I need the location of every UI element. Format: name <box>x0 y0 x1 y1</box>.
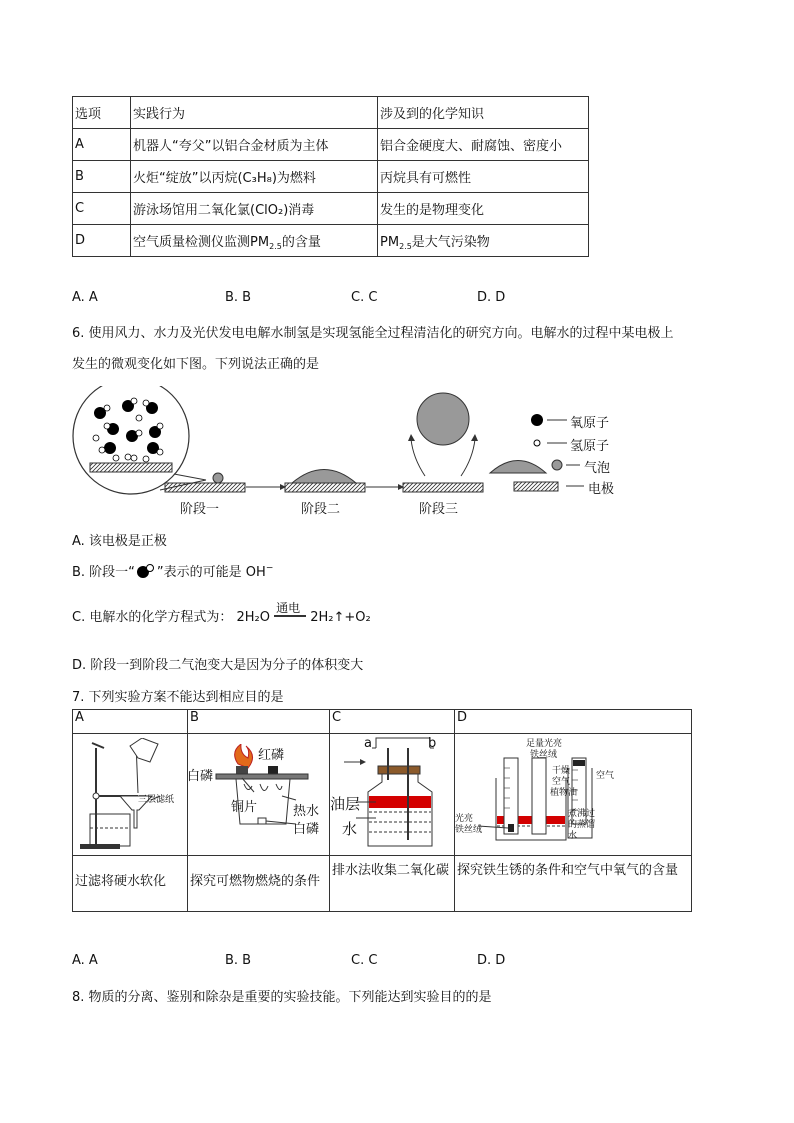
iron-label-2: 铁丝绒 <box>530 750 558 760</box>
header-cell: 实践行为 <box>131 97 378 129</box>
table-cell: 丙烷具有可燃性 <box>378 161 589 193</box>
escape-arrow-right <box>461 439 475 476</box>
oil-layer <box>369 796 431 808</box>
electrode-stage1 <box>165 483 245 492</box>
question6-line2: 发生的微观变化如下图。下列说法正确的是 <box>72 357 320 372</box>
table-row <box>73 161 589 193</box>
formula-sub: 2.5 <box>269 241 282 251</box>
stage3-label: 阶段三 <box>419 502 459 517</box>
tube-b-label: b <box>428 736 437 751</box>
header-cell: 选项 <box>73 97 131 129</box>
desc-cell: 探究可燃物燃烧的条件 <box>188 856 330 912</box>
oil-label-d: 植物油 <box>550 788 578 798</box>
description-row <box>73 856 692 912</box>
header-cell: B <box>188 710 330 734</box>
header-cell: A <box>73 710 188 734</box>
white-phosphorus-label-2: 白磷 <box>293 822 320 837</box>
tube-a-label: a <box>364 736 372 751</box>
legend-oxygen-label: 氧原子 <box>570 416 610 431</box>
boiled-label-2: 的蒸馏 <box>568 820 596 830</box>
q6-option-d[interactable]: D. 阶段一到阶段二气泡变大是因为分子的体积变大 <box>72 658 364 673</box>
option-c[interactable]: C. C <box>351 290 378 305</box>
formula-sub: 2.5 <box>399 241 412 251</box>
escape-arrow-left <box>411 439 425 476</box>
legend-electrode <box>514 482 558 491</box>
equation-condition: 通电 <box>276 601 301 615</box>
test-tube-2 <box>532 758 546 834</box>
option-c[interactable]: C. C <box>351 953 378 968</box>
electrode-stage3 <box>403 483 483 492</box>
option-d[interactable]: D. D <box>477 290 506 305</box>
table-cell: D <box>73 225 131 257</box>
desc-cell: 探究铁生锈的条件和空气中氧气的含量 <box>455 856 692 912</box>
magnifier-line <box>174 474 206 480</box>
water-label: 水 <box>342 820 358 838</box>
red-phosphorus <box>268 766 278 774</box>
q6-option-a[interactable]: A. 该电极是正极 <box>72 534 167 549</box>
table-row <box>73 225 589 257</box>
option-b[interactable]: B. B <box>225 953 252 968</box>
equation-lhs: 2H₂O <box>236 610 270 625</box>
table-cell: 铝合金硬度大、耐腐蚀、密度小 <box>378 129 589 161</box>
boiled-label-3: 水 <box>568 831 578 841</box>
desc-cell: 过滤将硬水软化 <box>73 856 188 912</box>
question8: 8. 物质的分离、鉴别和除杂是重要的实验技能。下列能达到实验目的的是 <box>72 990 492 1005</box>
table-cell: 机器人“夸父”以铝合金材质为主体 <box>131 129 378 161</box>
wool-label: 铁丝绒 <box>455 825 483 835</box>
option-text: C. 电解水的化学方程式为： <box>72 610 233 625</box>
bubble-small <box>213 473 223 483</box>
cell-text: 游泳场馆用二氧化氯 <box>133 203 251 218</box>
q6-option-b[interactable] <box>72 561 273 580</box>
cell-text: 是大气污染物 <box>411 234 490 250</box>
bubble-medium <box>292 470 356 484</box>
filter-paper-label: 三层滤纸 <box>138 795 175 805</box>
stage1-label: 阶段一 <box>180 502 220 517</box>
iron-label-1: 足量光亮 <box>526 739 563 749</box>
hot-water-label: 热水 <box>293 804 320 819</box>
option-text: B. 阶段一“ <box>72 565 135 580</box>
option-a[interactable]: A. A <box>72 953 98 968</box>
header-cell: 涉及到的化学知识 <box>378 97 589 129</box>
cell-text: 的含量 <box>281 234 321 250</box>
header-cell: C <box>330 710 455 734</box>
bottle <box>368 774 432 846</box>
table-row <box>73 193 589 225</box>
air-label-right: 空气 <box>596 771 615 781</box>
cell-text: 消毒 <box>288 203 315 218</box>
option-a[interactable]: A. A <box>72 290 98 305</box>
question7: 7. 下列实验方案不能达到相应目的是 <box>72 690 284 705</box>
table-cell <box>131 225 378 257</box>
electrode-zoom <box>90 463 172 472</box>
question5-table <box>72 96 589 257</box>
legend-bubble-dot <box>552 460 562 470</box>
table-cell: B <box>73 161 131 193</box>
table-cell <box>131 161 378 193</box>
desc-cell: 排水法收集二氧化碳 <box>330 856 455 912</box>
table-header-row <box>73 710 692 734</box>
stage2-label: 阶段二 <box>301 502 341 517</box>
option-sup: − <box>265 563 274 574</box>
dry-label: 干燥 <box>552 766 571 776</box>
oh-molecule-icon <box>135 564 157 578</box>
stopper <box>378 766 420 774</box>
option-d[interactable]: D. D <box>477 953 506 968</box>
table-cell: 发生的是物理变化 <box>378 193 589 225</box>
flame-icon <box>235 744 253 768</box>
cell-text: 为燃料 <box>276 171 316 186</box>
copper-label: 铜片 <box>231 800 258 815</box>
legend-hydrogen-dot <box>534 440 540 446</box>
table-cell <box>131 193 378 225</box>
bubble-large <box>417 393 469 445</box>
bright-label: 光亮 <box>455 814 474 824</box>
legend-electrode-label: 电极 <box>588 482 615 497</box>
test-tube-1 <box>504 758 518 834</box>
electrode-stage2 <box>285 483 365 492</box>
q6-option-c[interactable] <box>72 601 371 625</box>
table-header-row <box>73 97 589 129</box>
equation-arrow <box>274 601 306 617</box>
formula: (C₃H₈) <box>237 171 277 186</box>
white-phosphorus-label: 白磷 <box>187 769 214 784</box>
legend-oxygen-dot <box>531 414 543 426</box>
header-cell: D <box>455 710 692 734</box>
cell-text: 空气质量检测仪监测 <box>133 234 251 250</box>
electrode-diagram <box>70 386 650 526</box>
table-cell <box>378 225 589 257</box>
copper-plate <box>216 774 308 779</box>
cell-text: 火炬“绽放”以丙烷 <box>133 171 238 186</box>
legend-bubble-label: 气泡 <box>584 461 611 476</box>
red-phosphorus-label: 红磷 <box>258 748 285 763</box>
legend-hydrogen-label: 氢原子 <box>570 439 610 454</box>
air-label: 空气 <box>552 777 571 787</box>
boiled-label-1: 煮沸过 <box>568 809 596 819</box>
formula: PM <box>250 234 270 250</box>
formula: (ClO₂) <box>250 203 289 218</box>
formula: PM <box>380 234 400 250</box>
beaker-pouring <box>130 738 158 762</box>
table-cell: A <box>73 129 131 161</box>
table-row <box>73 129 589 161</box>
table-cell: C <box>73 193 131 225</box>
oil-layer-label: 油层 <box>330 795 361 813</box>
option-b[interactable]: B. B <box>225 290 252 305</box>
question6-line1: 6. 使用风力、水力及光伏发电电解水制氢是实现氢能全过程清洁化的研究方向。电解水的过程中某电极上 <box>72 326 674 341</box>
equation-rhs: 2H₂↑+O₂ <box>310 610 371 625</box>
legend-bubble-shape <box>490 461 546 474</box>
option-text: ”表示的可能是 OH <box>156 565 266 580</box>
